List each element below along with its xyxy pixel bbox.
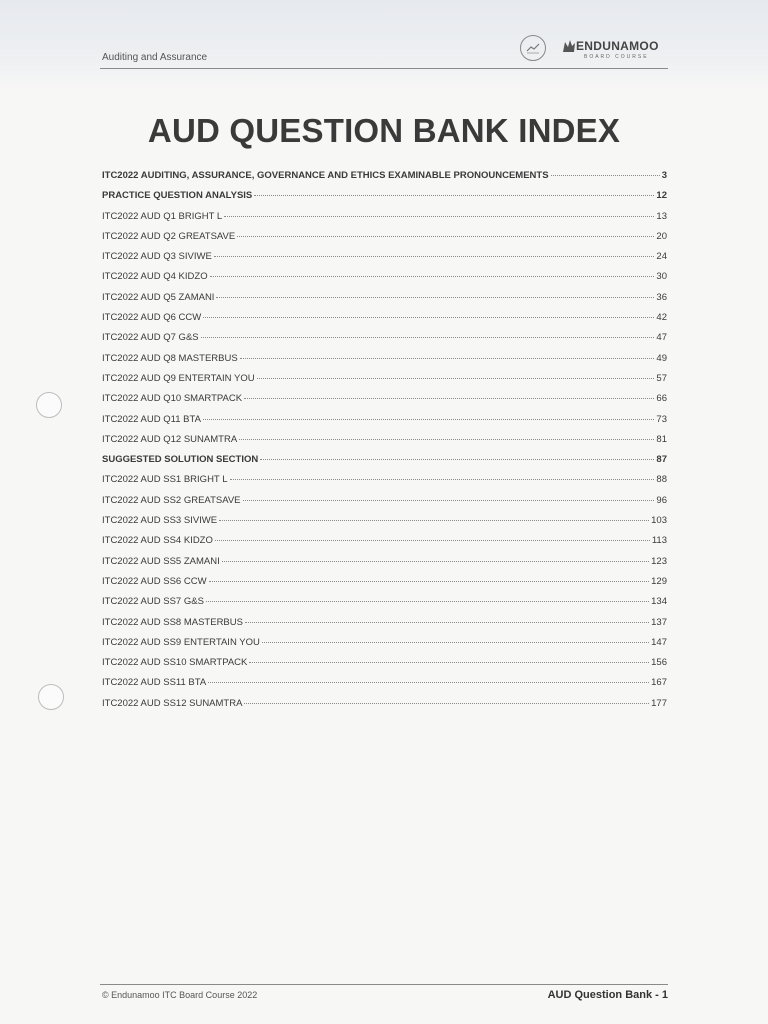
toc-entry-label: SUGGESTED SOLUTION SECTION [102, 454, 259, 466]
toc-entry-page-number: 36 [656, 291, 667, 303]
toc-entry-label: ITC2022 AUD SS7 G&S [102, 596, 204, 608]
toc-entry-label: ITC2022 AUD Q1 BRIGHT L [102, 210, 223, 222]
toc-entry[interactable] [102, 271, 667, 291]
toc-entry-label: ITC2022 AUD Q6 CCW [102, 312, 202, 324]
page-title: AUD QUESTION BANK INDEX [147, 112, 621, 149]
toc-dot-leader [216, 297, 654, 298]
toc-entry-page-number: 12 [656, 190, 667, 202]
toc-entry-page-number: 24 [656, 251, 667, 263]
toc-dot-leader [254, 195, 654, 196]
toc-entry-page-number: 147 [651, 636, 667, 648]
toc-entry-label: ITC2022 AUD SS8 MASTERBUS [102, 616, 243, 628]
toc-entry-label: ITC2022 AUD SS5 ZAMANI [102, 555, 220, 567]
toc-dot-leader [222, 561, 649, 562]
toc-entry[interactable] [102, 414, 667, 434]
toc-dot-leader [230, 479, 655, 480]
toc-entry-page-number: 81 [656, 433, 667, 445]
toc-entry[interactable] [102, 474, 667, 494]
toc-dot-leader [209, 581, 650, 582]
toc-entry-page-number: 134 [651, 596, 667, 608]
toc-dot-leader [240, 358, 655, 359]
binder-hole [38, 684, 64, 710]
toc-entry-page-number: 87 [656, 454, 667, 466]
toc-entry-label: ITC2022 AUD SS1 BRIGHT L [102, 474, 228, 486]
toc-dot-leader [257, 378, 655, 379]
toc-entry-label: ITC2022 AUD Q9 ENTERTAIN YOU [102, 372, 255, 384]
toc-entry-label: ITC2022 AUD SS11 BTA [102, 677, 207, 689]
toc-entry-label: ITC2022 AUD Q2 GREATSAVE [102, 230, 236, 242]
toc-entry-page-number: 123 [651, 555, 667, 567]
toc-entry[interactable] [102, 515, 667, 535]
footer-page-label: AUD Question Bank - 1 [547, 989, 668, 1001]
toc-entry[interactable] [102, 292, 667, 312]
toc-entry-label: ITC2022 AUD SS6 CCW [102, 575, 207, 587]
toc-entry[interactable] [102, 353, 667, 373]
toc-entry[interactable] [102, 434, 667, 454]
toc-entry-label: ITC2022 AUDITING, ASSURANCE, GOVERNANCE AND ETHICS EXAMINABLE PRONOUNCEMENTS [102, 170, 549, 181]
toc-entry-page-number: 167 [651, 677, 667, 689]
toc-entry[interactable] [102, 170, 667, 190]
table-of-contents [102, 170, 667, 718]
toc-entry-label: ITC2022 AUD Q8 MASTERBUS [102, 352, 238, 364]
toc-entry-page-number: 66 [656, 393, 667, 405]
toc-entry[interactable] [102, 556, 667, 576]
toc-dot-leader [243, 500, 655, 501]
toc-dot-leader [201, 337, 655, 338]
toc-entry-label: ITC2022 AUD SS3 SIVIWE [102, 515, 218, 527]
toc-entry[interactable] [102, 617, 667, 637]
toc-entry[interactable] [102, 393, 667, 413]
toc-entry-label: ITC2022 AUD SS2 GREATSAVE [102, 494, 241, 506]
toc-entry-page-number: 88 [656, 474, 667, 486]
toc-dot-leader [249, 662, 649, 663]
toc-dot-leader [245, 622, 649, 623]
toc-dot-leader [210, 276, 655, 277]
toc-entry-page-number: 30 [656, 271, 667, 283]
toc-dot-leader [219, 520, 649, 521]
toc-entry[interactable] [102, 495, 667, 515]
toc-entry[interactable] [102, 231, 667, 251]
toc-entry-page-number: 49 [656, 352, 667, 364]
toc-entry-label: ITC2022 AUD SS10 SMARTPACK [102, 657, 248, 669]
toc-entry-page-number: 96 [656, 494, 667, 506]
toc-dot-leader [203, 317, 654, 318]
toc-dot-leader [239, 439, 654, 440]
toc-entry[interactable] [102, 657, 667, 677]
toc-dot-leader [551, 175, 660, 176]
toc-entry[interactable] [102, 373, 667, 393]
toc-entry-label: ITC2022 AUD Q7 G&S [102, 332, 199, 344]
toc-entry[interactable] [102, 190, 667, 210]
header-divider [100, 68, 668, 69]
toc-dot-leader [244, 398, 654, 399]
toc-entry[interactable] [102, 576, 667, 596]
toc-entry-label: ITC2022 AUD SS9 ENTERTAIN YOU [102, 636, 260, 648]
toc-entry[interactable] [102, 211, 667, 231]
toc-entry-label: ITC2022 AUD Q10 SMARTPACK [102, 393, 243, 405]
toc-dot-leader [224, 216, 654, 217]
toc-entry-label: ITC2022 AUD Q5 ZAMANI [102, 291, 215, 303]
toc-entry-page-number: 103 [651, 515, 667, 527]
header-section-title: Auditing and Assurance [102, 52, 208, 63]
toc-dot-leader [206, 601, 649, 602]
toc-dot-leader [262, 642, 649, 643]
toc-entry[interactable] [102, 332, 667, 352]
toc-entry-label: ITC2022 AUD Q11 BTA [102, 413, 201, 425]
toc-entry-label: ITC2022 AUD Q12 SUNAMTRA [102, 433, 238, 445]
toc-entry-page-number: 156 [651, 657, 667, 669]
logo-subtitle: BOARD COURSE [584, 54, 649, 60]
toc-entry-label: ITC2022 AUD SS4 KIDZO [102, 535, 213, 547]
toc-dot-leader [214, 256, 655, 257]
logo-name: ENDUNAMOO [576, 39, 659, 53]
toc-dot-leader [208, 682, 649, 683]
chart-badge-icon [520, 35, 546, 61]
toc-entry[interactable] [102, 535, 667, 555]
toc-entry[interactable] [102, 454, 667, 474]
toc-entry[interactable] [102, 251, 667, 271]
toc-entry-page-number: 42 [656, 312, 667, 324]
toc-entry-page-number: 73 [656, 413, 667, 425]
toc-dot-leader [260, 459, 654, 460]
toc-entry-label: ITC2022 AUD SS12 SUNAMTRA [102, 697, 243, 709]
toc-entry-page-number: 13 [656, 210, 667, 222]
toc-entry-page-number: 3 [661, 170, 667, 181]
toc-dot-leader [203, 419, 655, 420]
toc-dot-leader [244, 703, 649, 704]
footer-copyright: © Endunamoo ITC Board Course 2022 [102, 990, 258, 1000]
toc-dot-leader [237, 236, 654, 237]
toc-entry-label: ITC2022 AUD Q3 SIVIWE [102, 251, 212, 263]
toc-entry[interactable] [102, 698, 667, 718]
toc-entry[interactable] [102, 637, 667, 657]
binder-hole [36, 392, 62, 418]
toc-entry[interactable] [102, 596, 667, 616]
toc-entry-page-number: 20 [656, 230, 667, 242]
toc-entry-page-number: 57 [656, 372, 667, 384]
footer-divider [100, 984, 668, 985]
brand-logo [518, 32, 678, 64]
toc-entry-page-number: 113 [651, 535, 667, 547]
toc-dot-leader [215, 540, 650, 541]
toc-entry-page-number: 177 [651, 697, 667, 709]
toc-entry[interactable] [102, 312, 667, 332]
toc-entry-page-number: 129 [651, 575, 667, 587]
toc-entry-label: ITC2022 AUD Q4 KIDZO [102, 271, 208, 283]
crown-icon [562, 38, 576, 54]
toc-entry[interactable] [102, 677, 667, 697]
toc-entry-page-number: 47 [656, 332, 667, 344]
toc-entry-page-number: 137 [651, 616, 667, 628]
toc-entry-label: PRACTICE QUESTION ANALYSIS [102, 190, 253, 202]
